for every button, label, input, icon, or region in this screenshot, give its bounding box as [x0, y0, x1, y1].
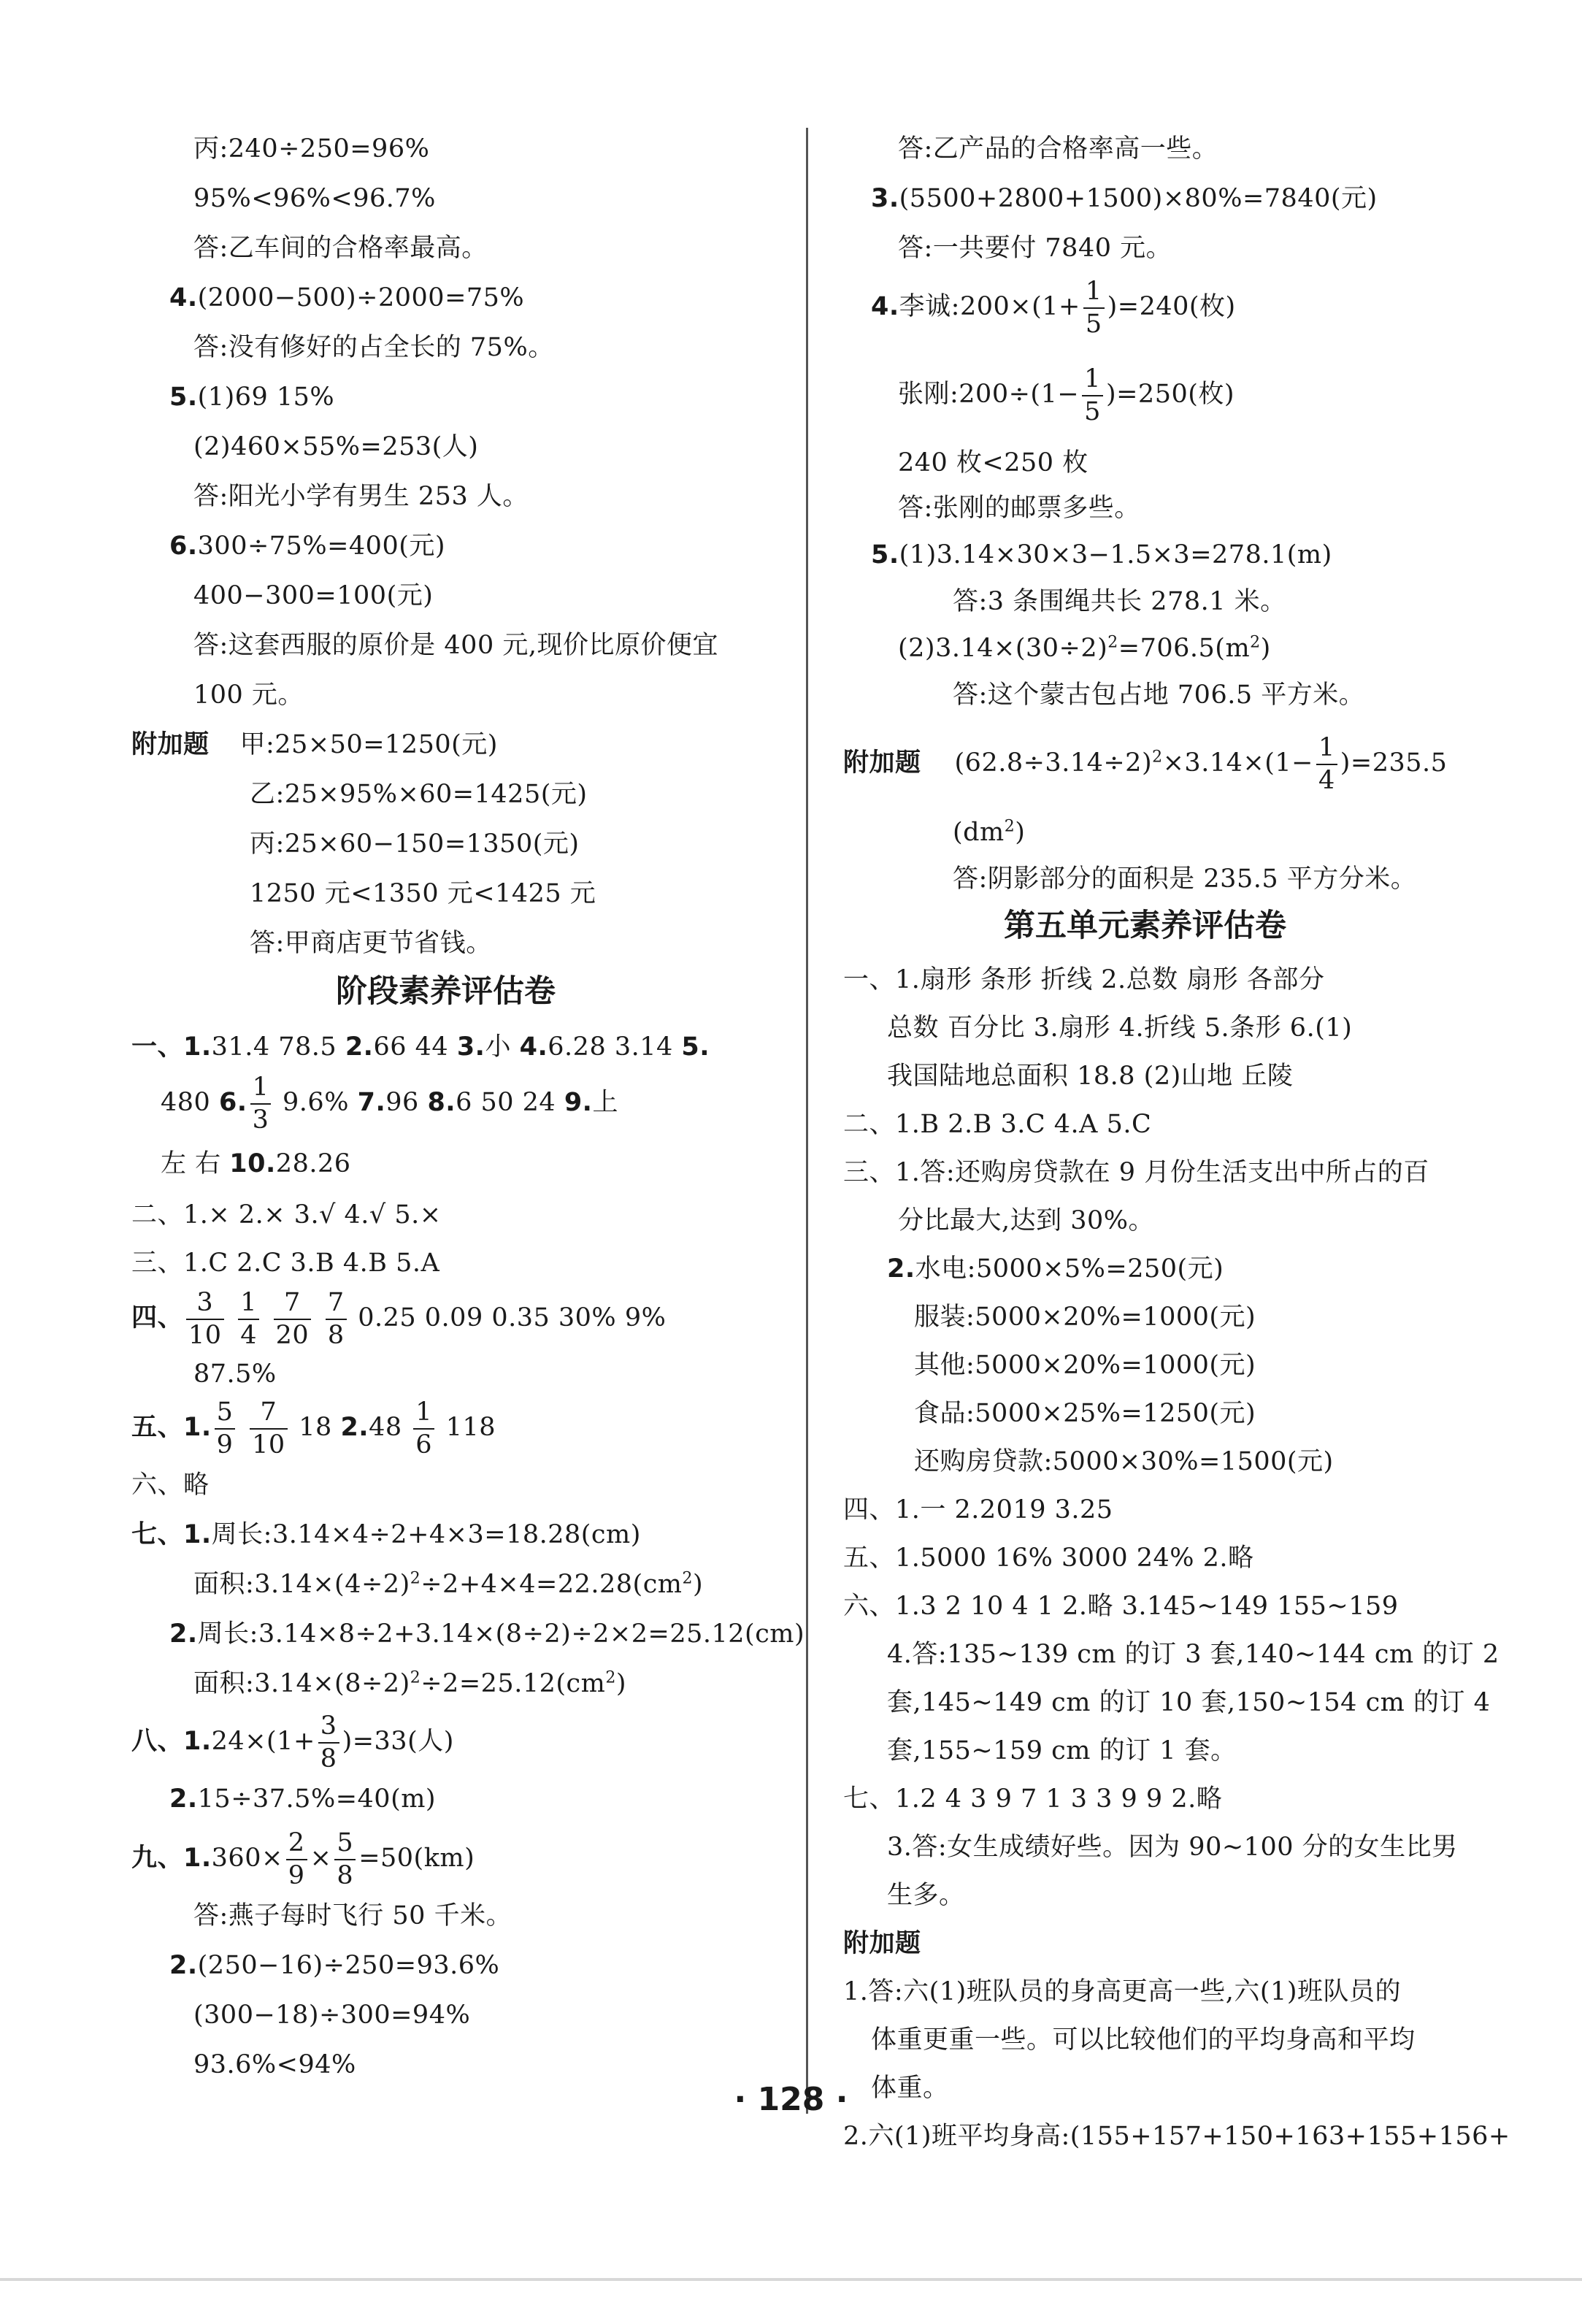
answer-line: 二、1.× 2.× 3.√ 4.√ 5.×	[131, 1200, 442, 1230]
answer-line	[161, 1073, 618, 1133]
answer-text: 上	[592, 1088, 618, 1117]
bonus-label: 附加题	[843, 1929, 921, 1958]
answer-line	[131, 1285, 666, 1351]
question-number: 3.	[871, 184, 899, 213]
question-number: 3.	[456, 1032, 485, 1062]
answer-text: )=250(枚)	[1105, 380, 1235, 409]
numerator: 1	[1316, 735, 1337, 765]
answer-text: ÷2=25.12(cm	[421, 1669, 606, 1698]
fraction	[326, 1287, 347, 1350]
answer-line	[898, 361, 1235, 427]
answer-text: 甲:25×50=1250(元)	[239, 730, 498, 759]
answer-line: 三、1.C 2.C 3.B 4.B 5.A	[131, 1249, 440, 1278]
answer-text: )=33(人)	[342, 1727, 454, 1756]
answer-line	[193, 1567, 703, 1602]
answer-text: 小	[485, 1032, 511, 1062]
answer-text: 360×	[211, 1844, 283, 1873]
answer-line: 1.答:六(1)班队员的身高更高一些,六(1)班队员的	[843, 1977, 1401, 2006]
answer-line: 其他:5000×20%=1000(元)	[914, 1351, 1256, 1380]
denominator: 5	[1085, 309, 1102, 339]
answer-line	[131, 727, 498, 762]
denominator: 10	[188, 1320, 222, 1350]
answer-line: 六、略	[131, 1470, 210, 1500]
answer-line: 答:一共要付 7840 元。	[898, 234, 1172, 263]
question-number: 2.	[169, 1951, 198, 1980]
answer-text: (2000−500)÷2000=75%	[197, 283, 525, 312]
question-number: 7.	[357, 1088, 386, 1117]
question-number: 4.	[519, 1032, 548, 1062]
answer-text: 96	[385, 1088, 419, 1117]
superscript: 2	[410, 1668, 421, 1687]
answer-line	[131, 1395, 496, 1460]
answer-line: 答:这个蒙古包占地 706.5 平方米。	[953, 680, 1365, 710]
answer-text: 左 右	[161, 1149, 221, 1178]
fraction	[1082, 364, 1103, 426]
answer-line: 答:没有修好的占全长的 75%。	[193, 333, 554, 362]
question-number: 9.	[564, 1088, 593, 1117]
answer-line: 丙:240÷250=96%	[193, 134, 430, 164]
answer-line: 六、1.3 2 10 4 1 2.略 3.145~149 155~159	[843, 1592, 1399, 1621]
question-number: 2.	[345, 1032, 374, 1062]
answer-text: 面积:3.14×(8÷2)	[193, 1669, 410, 1698]
denominator: 8	[320, 1744, 337, 1773]
fraction	[250, 1072, 272, 1135]
question-number: 八、1.	[131, 1727, 212, 1756]
answer-line: 答:乙产品的合格率高一些。	[898, 134, 1218, 164]
fraction	[1316, 732, 1337, 795]
numerator: 7	[274, 1290, 312, 1320]
question-number: 1.	[183, 1032, 212, 1062]
answer-line: 1250 元<1350 元<1425 元	[250, 879, 596, 908]
answer-line: (300−18)÷300=94%	[193, 2001, 471, 2030]
question-number: 九、1.	[131, 1844, 212, 1873]
answer-line: 答:张刚的邮票多些。	[898, 494, 1140, 523]
section-heading: 第五单元素养评估卷	[1004, 908, 1286, 944]
fraction	[274, 1287, 312, 1350]
answer-text: =50(km)	[358, 1844, 475, 1873]
denominator: 8	[337, 1860, 354, 1890]
answer-text: )	[693, 1570, 704, 1599]
answer-text: ×3.14×(1−	[1162, 748, 1313, 778]
answer-line: 我国陆地总面积 18.8 (2)山地 丘陵	[887, 1062, 1294, 1091]
answer-text: (62.8÷3.14÷2)	[954, 748, 1153, 778]
answer-text: 0.25 0.09 0.35 30% 9%	[358, 1303, 667, 1332]
bonus-label: 附加题	[843, 748, 921, 778]
answer-line	[169, 1948, 499, 1983]
denominator: 9	[216, 1430, 234, 1460]
numerator: 1	[1083, 279, 1105, 309]
answer-text: (1)3.14×30×3−1.5×3=278.1(m)	[899, 540, 1332, 570]
numerator: 5	[334, 1830, 356, 1860]
superscript: 2	[1107, 633, 1118, 652]
superscript: 2	[605, 1668, 616, 1687]
column-divider	[806, 128, 808, 2114]
numerator: 7	[326, 1290, 347, 1320]
answer-line: 五、1.5000 16% 3000 24% 2.略	[843, 1543, 1254, 1573]
answer-text: (5500+2800+1500)×80%=7840(元)	[899, 184, 1378, 213]
answer-text: 周长:3.14×4÷2+4×3=18.28(cm)	[211, 1520, 641, 1549]
answer-line	[871, 274, 1236, 340]
denominator: 5	[1084, 396, 1101, 426]
denominator: 3	[252, 1105, 269, 1135]
question-number: 5.	[169, 383, 198, 412]
answer-line: 3.答:女生成绩好些。因为 90~100 分的女生比男	[887, 1833, 1458, 1862]
question-number: 五、1.	[131, 1413, 212, 1442]
answer-line	[898, 631, 1271, 666]
question-number: 5.	[871, 540, 899, 570]
answer-line: 总数 百分比 3.扇形 4.折线 5.条形 6.(1)	[887, 1013, 1353, 1043]
answer-line: 生多。	[887, 1881, 965, 1910]
answer-line: 100 元。	[193, 680, 304, 710]
answer-line: 二、1.B 2.B 3.C 4.A 5.C	[843, 1110, 1152, 1139]
answer-text: )	[1015, 818, 1026, 847]
denominator: 8	[327, 1320, 345, 1350]
answer-text: 面积:3.14×(4÷2)	[193, 1570, 410, 1599]
answer-text: 31.4 78.5	[211, 1032, 337, 1062]
answer-text: 300÷75%=400(元)	[197, 532, 446, 561]
question-number: 2.	[169, 1784, 198, 1814]
numerator: 1	[1082, 367, 1103, 396]
numerator: 2	[286, 1830, 307, 1860]
answer-line	[843, 730, 1447, 796]
answer-line: (2)460×55%=253(人)	[193, 432, 479, 461]
answer-line: 240 枚<250 枚	[898, 448, 1088, 478]
answer-text: 28.26	[275, 1149, 351, 1178]
answer-line: 体重。	[871, 2074, 949, 2103]
answer-text: 水电:5000×5%=250(元)	[915, 1254, 1224, 1284]
question-number: 6.	[169, 532, 198, 561]
question-number: 4.	[169, 283, 198, 312]
answer-line: 答:这套西服的原价是 400 元,现价比原价便宜	[193, 631, 718, 660]
numerator: 3	[186, 1290, 224, 1320]
question-number: 5.	[681, 1032, 710, 1062]
answer-line	[131, 1709, 454, 1774]
answer-text: 6.28 3.14	[548, 1032, 673, 1062]
answer-line: 体重更重一些。可以比较他们的平均身高和平均	[871, 2025, 1416, 2055]
answer-line: 套,155~159 cm 的订 1 套。	[887, 1736, 1237, 1765]
answer-line	[843, 1926, 921, 1961]
page-number: · 128 ·	[734, 2081, 848, 2118]
question-number: 七、1.	[131, 1520, 212, 1549]
answer-line	[131, 1029, 710, 1065]
fraction	[286, 1830, 307, 1889]
answer-text: (2)3.14×(30÷2)	[898, 634, 1108, 663]
answer-line	[161, 1146, 351, 1181]
answer-text: 18	[299, 1413, 332, 1442]
answer-text: (1)69 15%	[197, 383, 335, 412]
section-number: 四、	[131, 1303, 184, 1332]
answer-line	[131, 1825, 475, 1891]
numerator: 1	[250, 1075, 272, 1105]
superscript: 2	[682, 1569, 693, 1588]
answer-line: 答:乙车间的合格率最高。	[193, 234, 488, 263]
answer-line: 分比最大,达到 30%。	[898, 1206, 1155, 1235]
answer-text: 24×(1+	[211, 1727, 315, 1756]
question-number: 4.	[871, 292, 899, 321]
fraction	[1083, 276, 1105, 339]
question-number: 2.	[169, 1619, 198, 1649]
denominator: 6	[415, 1430, 433, 1460]
answer-line: 95%<96%<96.7%	[193, 184, 436, 213]
scan-edge	[0, 2278, 1582, 2281]
answer-text: 张刚:200÷(1−	[898, 380, 1080, 409]
answer-line: 套,145~149 cm 的订 10 套,150~154 cm 的订 4	[887, 1688, 1491, 1717]
answer-line: 食品:5000×25%=1250(元)	[914, 1399, 1256, 1428]
answer-line	[169, 380, 334, 415]
answer-text: 6 50 24	[456, 1088, 556, 1117]
answer-line	[887, 1251, 1224, 1286]
answer-line	[169, 280, 524, 315]
numerator: 1	[413, 1400, 434, 1430]
answer-line: 4.答:135~139 cm 的订 3 套,140~144 cm 的订 2	[887, 1640, 1500, 1669]
answer-line	[953, 815, 1025, 850]
fraction	[238, 1287, 259, 1350]
answer-text: 66 44	[373, 1032, 449, 1062]
answer-text: 118	[445, 1413, 496, 1442]
denominator: 4	[1318, 765, 1335, 795]
answer-line	[871, 537, 1332, 572]
numerator: 3	[318, 1714, 339, 1744]
answer-text: 李诚:200×(1+	[899, 292, 1080, 321]
fraction	[250, 1397, 288, 1460]
answer-text: 9.6%	[283, 1088, 349, 1117]
answer-text: (250−16)÷250=93.6%	[197, 1951, 500, 1980]
question-number: 2.	[887, 1254, 915, 1284]
fraction	[318, 1711, 339, 1773]
question-number: 2.	[340, 1413, 369, 1442]
answer-text: ÷2+4×4=22.28(cm	[421, 1570, 683, 1599]
answer-text: ×	[310, 1844, 332, 1873]
fraction	[215, 1397, 236, 1460]
section-number: 一、	[131, 1032, 184, 1062]
question-number: 10.	[229, 1149, 276, 1178]
numerator: 7	[250, 1400, 288, 1430]
answer-line: 三、1.答:还购房贷款在 9 月份生活支出中所占的百	[843, 1158, 1429, 1187]
answer-line	[871, 181, 1378, 216]
denominator: 9	[288, 1860, 305, 1890]
superscript: 2	[1250, 633, 1261, 652]
fraction	[334, 1830, 356, 1889]
question-number: 6.	[218, 1088, 247, 1117]
denominator: 10	[252, 1430, 285, 1460]
answer-line: 2.六(1)班平均身高:(155+157+150+163+155+156+	[843, 2122, 1510, 2151]
question-number: 8.	[427, 1088, 456, 1117]
answer-line: 七、1.2 4 3 9 7 1 3 3 9 9 2.略	[843, 1784, 1223, 1814]
answer-line: 丙:25×60−150=1350(元)	[250, 829, 580, 859]
answer-line: 服装:5000×20%=1000(元)	[914, 1303, 1256, 1332]
answer-line: 答:甲商店更节省钱。	[250, 929, 492, 958]
answer-text: )	[1260, 634, 1271, 663]
answer-line	[131, 1517, 641, 1552]
answer-text: )	[615, 1669, 626, 1698]
answer-line	[169, 529, 445, 564]
bonus-label: 附加题	[131, 730, 210, 759]
answer-text: =706.5(m	[1118, 634, 1251, 663]
answer-line	[169, 1617, 805, 1652]
fraction	[186, 1287, 224, 1350]
numerator: 5	[215, 1400, 236, 1430]
answer-line: 93.6%<94%	[193, 2050, 356, 2079]
answer-text: 15÷37.5%=40(m)	[197, 1784, 437, 1814]
answer-line: 400−300=100(元)	[193, 581, 434, 610]
denominator: 4	[240, 1320, 257, 1350]
answer-line: 答:阳光小学有男生 253 人。	[193, 482, 529, 511]
answer-line: 四、1.一 2.2019 3.25	[843, 1495, 1113, 1525]
denominator: 20	[275, 1320, 310, 1350]
answer-line: 还购房贷款:5000×30%=1500(元)	[914, 1447, 1334, 1476]
answer-line: 87.5%	[193, 1359, 277, 1389]
superscript: 2	[1152, 748, 1163, 767]
answer-line: 一、1.扇形 条形 折线 2.总数 扇形 各部分	[843, 965, 1325, 994]
answer-text: (dm	[953, 818, 1005, 847]
answer-text: 周长:3.14×8÷2+3.14×(8÷2)÷2×2=25.12(cm)	[197, 1619, 805, 1649]
answer-line: 答:燕子每时飞行 50 千米。	[193, 1901, 512, 1930]
answer-text: 48	[369, 1413, 402, 1442]
answer-line: 答:3 条围绳共长 278.1 米。	[953, 587, 1286, 616]
answer-text: )=235.5	[1340, 748, 1448, 778]
answer-line	[169, 1782, 436, 1817]
superscript: 2	[1004, 817, 1015, 836]
section-heading: 阶段素养评估卷	[336, 973, 556, 1010]
fraction	[413, 1397, 434, 1460]
answer-line: 答:阴影部分的面积是 235.5 平方分米。	[953, 864, 1417, 894]
answer-line	[193, 1666, 626, 1701]
answer-text: 480	[161, 1088, 211, 1117]
answer-line: 乙:25×95%×60=1425(元)	[250, 780, 588, 809]
numerator: 1	[238, 1290, 259, 1320]
superscript: 2	[410, 1569, 421, 1588]
answer-text: )=240(枚)	[1107, 292, 1236, 321]
